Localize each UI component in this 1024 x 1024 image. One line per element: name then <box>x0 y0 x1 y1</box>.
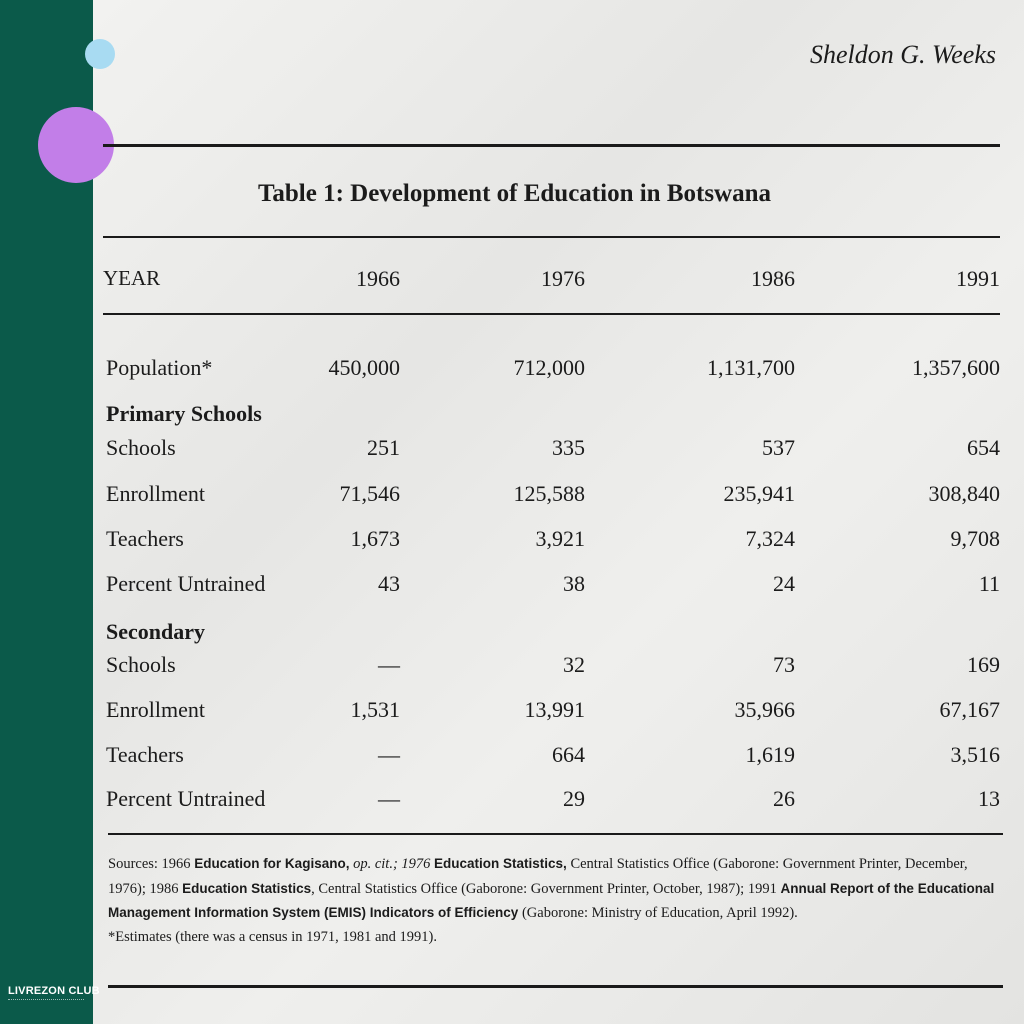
table-cell: 7,324 <box>745 526 795 551</box>
table-cell: 3,516 <box>950 742 1000 767</box>
estimates-note: *Estimates (there was a census in 1971, 1981 and 1991). <box>108 928 437 945</box>
population-label: Population* <box>106 355 213 380</box>
brand-underline <box>8 999 84 1002</box>
author-name: Sheldon G. Weeks <box>809 40 996 69</box>
table-cell: 235,941 <box>723 481 795 506</box>
source-1986-title: Education Statistics <box>182 880 312 896</box>
table-cell: 1,531 <box>350 697 400 722</box>
table-cell: 664 <box>552 742 585 767</box>
source-1976-rest: Central Statistics Office (Gaborone: Government Printer, December, 1976); 1986 <box>108 856 968 897</box>
year-header: YEAR <box>103 266 161 290</box>
table-cell: 29 <box>563 786 585 811</box>
source-1966-title: Education for Kagisano, <box>194 856 350 871</box>
table-cell: 71,546 <box>339 481 400 506</box>
table-cell: 38 <box>563 571 585 596</box>
year-1991: 1991 <box>956 266 1000 291</box>
table-cell: 3,921 <box>535 526 585 551</box>
row-label: Percent Untrained <box>106 571 266 596</box>
table-cell: 654 <box>967 435 1000 460</box>
table-cell: 43 <box>378 571 400 596</box>
table-cell: 35,966 <box>734 697 795 722</box>
top-rule <box>103 144 1000 147</box>
primary-schools-heading: Primary Schools <box>106 401 262 426</box>
table-cell: 9,708 <box>950 526 1000 551</box>
table-cell: 169 <box>967 652 1000 677</box>
sources-footnote <box>108 852 1008 949</box>
table-cell: 537 <box>762 435 795 460</box>
source-1991-title: Annual Report of the Educational Management Information System (EMIS) Indicators of Efficiency <box>108 880 995 920</box>
table-title: Table 1: Development of Education in Botswana <box>258 180 772 207</box>
secondary-heading: Secondary <box>106 619 205 644</box>
table-cell: 1,673 <box>350 526 400 551</box>
header-bottom-rule <box>103 313 1000 315</box>
table-cell: 26 <box>773 786 795 811</box>
table-cell: 1,131,700 <box>707 355 795 380</box>
year-1976: 1976 <box>541 266 585 291</box>
sources-prefix: Sources: 1966 <box>108 856 195 872</box>
year-1986: 1986 <box>751 266 795 291</box>
table-cell: 32 <box>563 652 585 677</box>
table-cell: 13 <box>978 786 1000 811</box>
year-1966: 1966 <box>356 266 400 291</box>
bottom-rule <box>108 985 1003 988</box>
table-cell: 335 <box>552 435 585 460</box>
table-bottom-rule <box>108 833 1003 835</box>
source-1976-title: Education Statistics, <box>434 856 567 871</box>
table-cell: 73 <box>773 652 795 677</box>
row-label: Enrollment <box>106 481 205 506</box>
table-cell: — <box>378 786 400 811</box>
table-cell: 712,000 <box>513 355 585 380</box>
table-cell: 1,357,600 <box>912 355 1000 380</box>
row-label: Teachers <box>106 526 184 551</box>
table-cell: 450,000 <box>328 355 400 380</box>
source-1991-rest: (Gaborone: Ministry of Education, April 1992). <box>518 905 798 921</box>
table-cell: 11 <box>978 571 1000 596</box>
table-cell: 24 <box>773 571 795 596</box>
table-cell: — <box>378 742 400 767</box>
row-label: Teachers <box>106 742 184 767</box>
table-cell: — <box>378 652 400 677</box>
table-cell: 308,840 <box>928 481 1000 506</box>
brand-logo: LIVREZON CLUB <box>8 985 100 997</box>
table-cell: 251 <box>367 435 400 460</box>
source-1986-rest: , Central Statistics Office (Gaborone: Government Printer, October, 1987); 1991 <box>311 880 781 897</box>
blue-dot-decoration <box>85 39 115 69</box>
row-label: Percent Untrained <box>106 786 266 811</box>
table-cell: 13,991 <box>524 697 585 722</box>
row-label: Enrollment <box>106 697 205 722</box>
source-1966-rest: op. cit.; 1976 <box>349 856 435 872</box>
row-label: Schools <box>106 435 176 460</box>
table-cell: 125,588 <box>513 481 585 506</box>
sources-text <box>108 852 1008 926</box>
table-cell: 67,167 <box>939 697 1000 722</box>
table-cell: 1,619 <box>745 742 795 767</box>
header-top-rule <box>103 236 1000 238</box>
row-label: Schools <box>106 652 176 677</box>
